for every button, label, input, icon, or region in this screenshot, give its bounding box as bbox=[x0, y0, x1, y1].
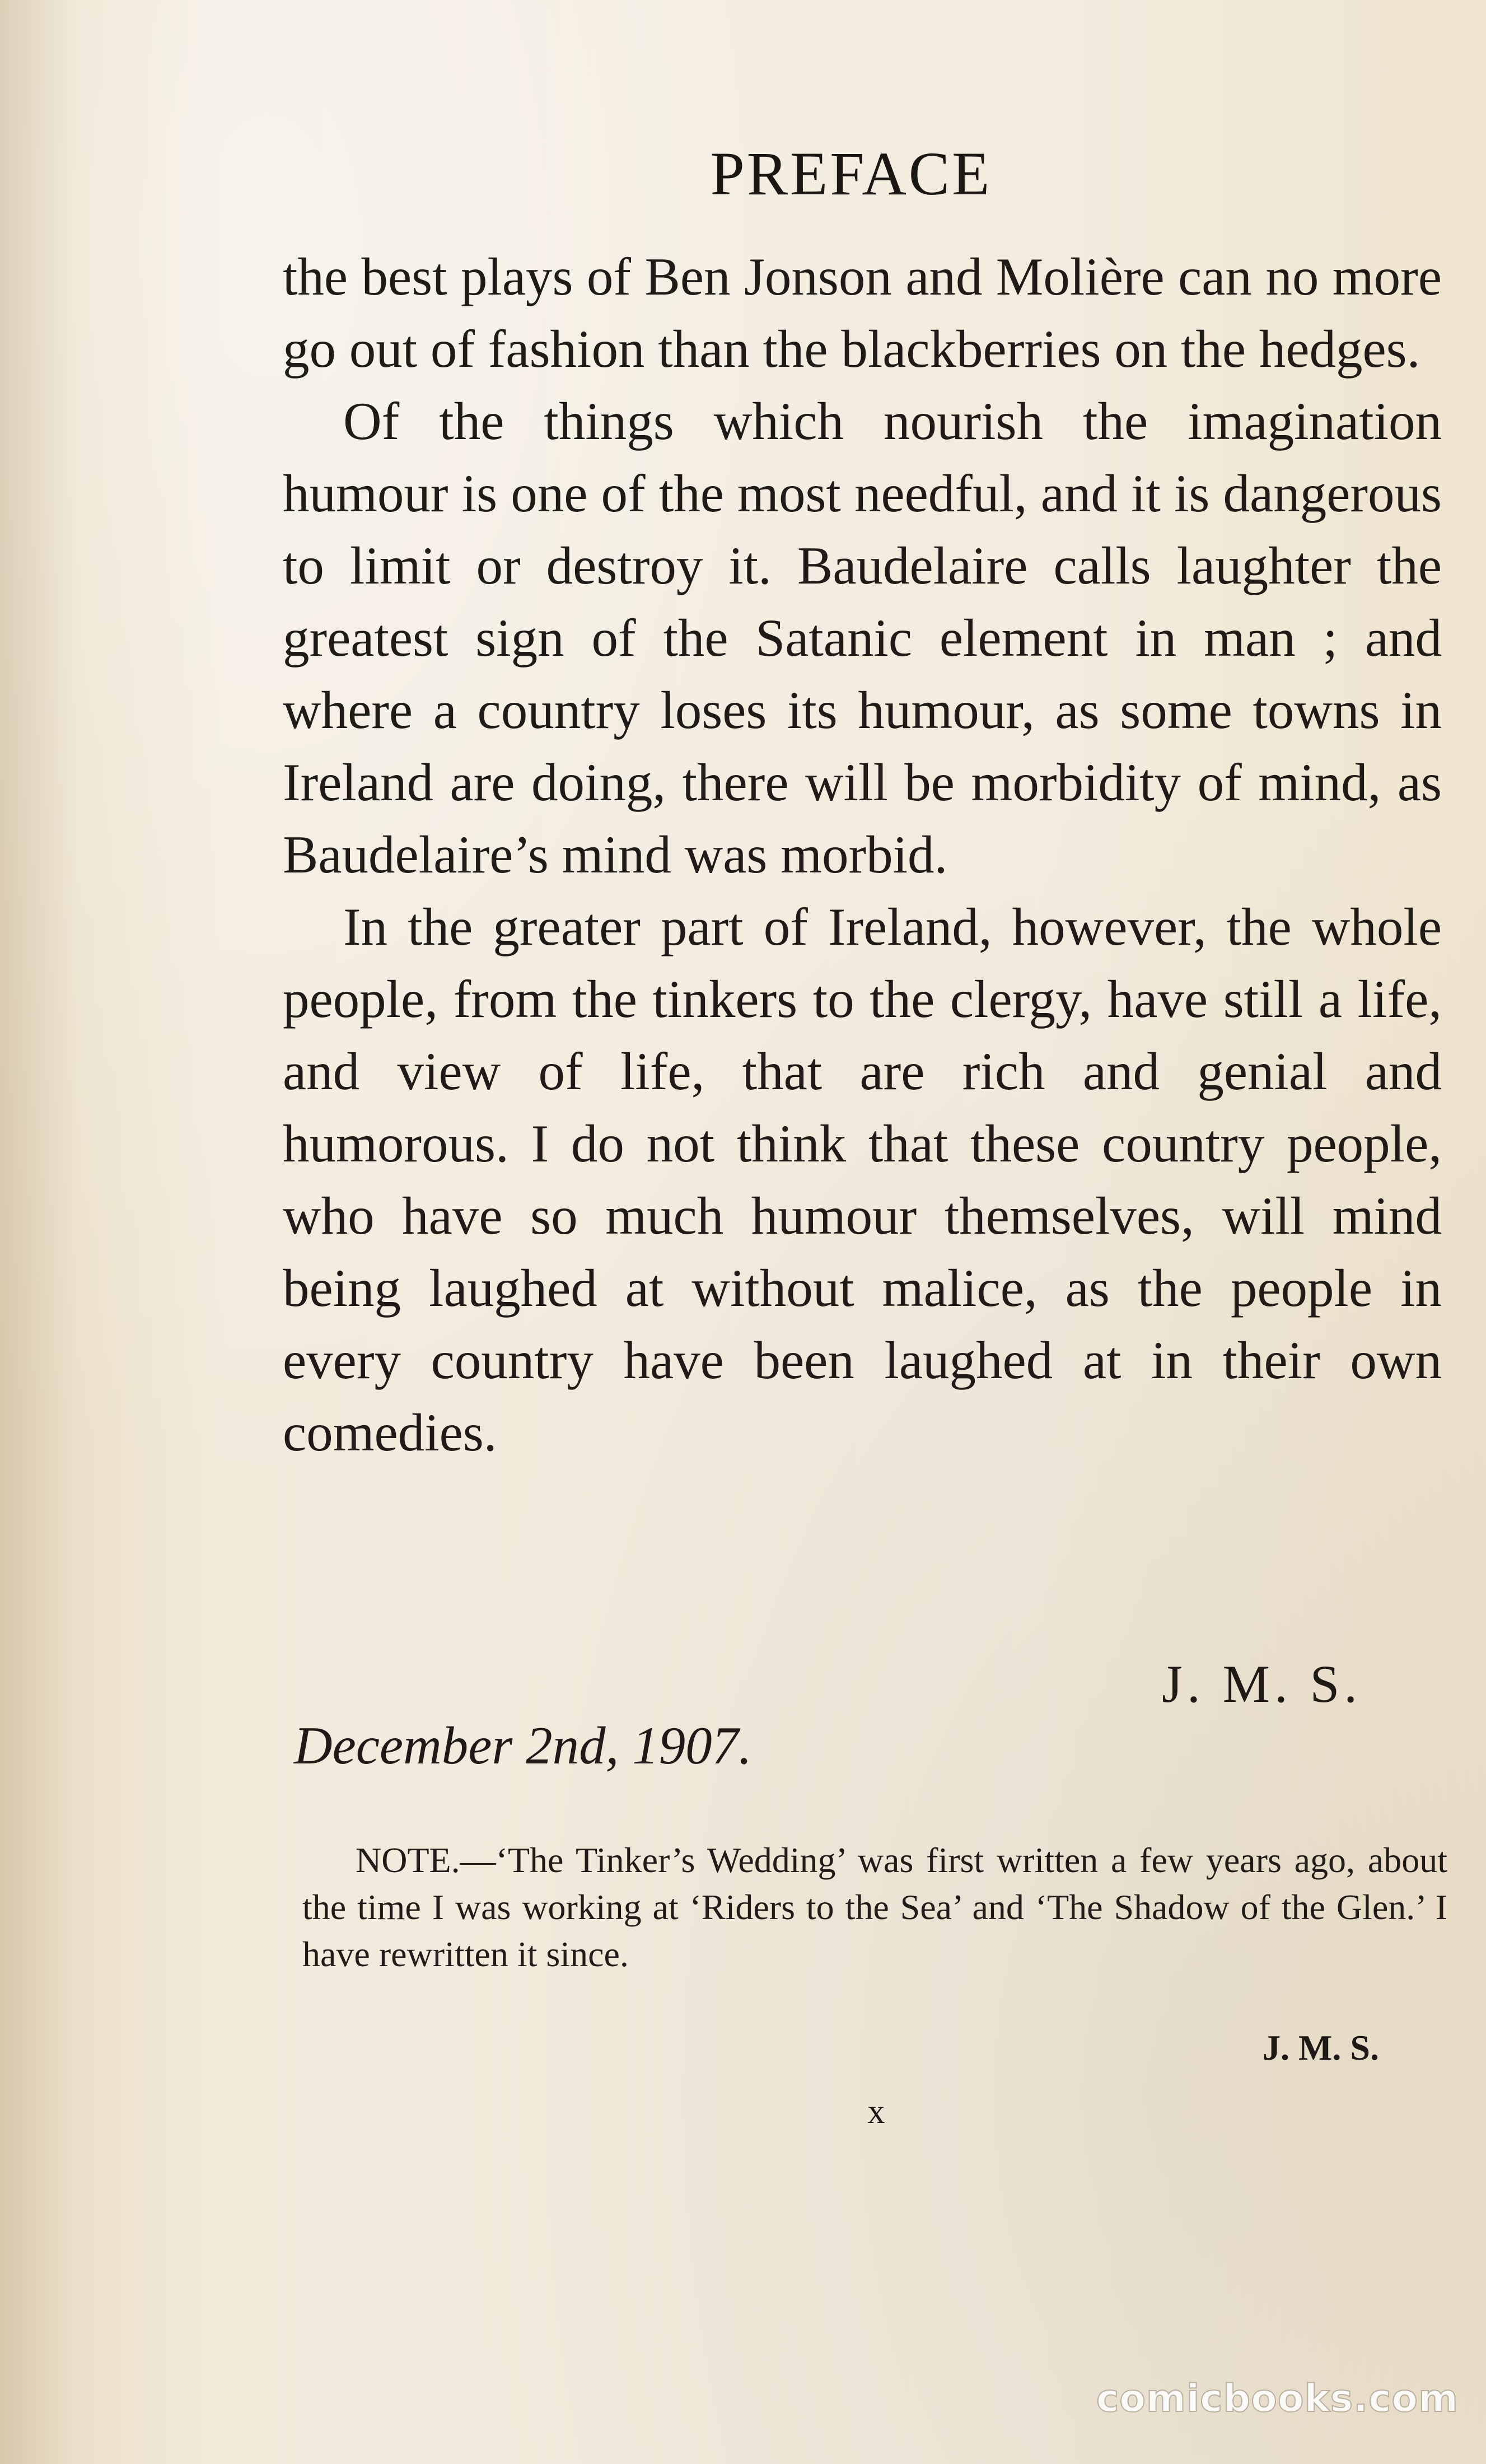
page-title: PREFACE bbox=[710, 139, 992, 208]
watermark-text: comicbooks.com bbox=[1096, 2377, 1459, 2421]
page-number: x bbox=[867, 2093, 885, 2131]
paragraph-humour: Of the things which nourish the imagination humour is one of the most needful, and it is dangerous to limit or destroy it. Baudelaire calls laughter the greatest sign of the Satanic element in man ; and where a country loses its humour, as some towns in Ireland are doing, there will be morbidity of mind, as Baudelaire’s mind was morbid. bbox=[283, 391, 1442, 884]
paragraph-ireland: In the greater part of Ireland, however, the whole people, from the tinkers to the clergy, have still a life, and view of life, that are rich and genial and humorous. I do not think that these country people, who have so much humour themselves, will mind being laughed at without malice, as the people in every country have been laughed at in their own comedies. bbox=[283, 897, 1442, 1462]
author-signature: J. M. S. bbox=[1162, 1654, 1362, 1714]
preface-date: December 2nd, 1907. bbox=[294, 1716, 752, 1775]
preface-body bbox=[283, 241, 1442, 1469]
note-text: —‘The Tinker’s Wedding’ was first written a few years ago, about the time I was working at ‘Riders to the Sea’ and ‘The Shadow of the Glen.’ I have rewritten it since. bbox=[302, 1840, 1447, 1974]
page-shadow bbox=[0, 0, 78, 2464]
author-note bbox=[302, 1837, 1447, 1978]
note-label: NOTE. bbox=[356, 1840, 460, 1880]
paragraph-continuation: the best plays of Ben Jonson and Molière can no more go out of fashion than the blackberries on the hedges. bbox=[283, 247, 1442, 379]
note-signature: J. M. S. bbox=[1263, 2028, 1379, 2068]
